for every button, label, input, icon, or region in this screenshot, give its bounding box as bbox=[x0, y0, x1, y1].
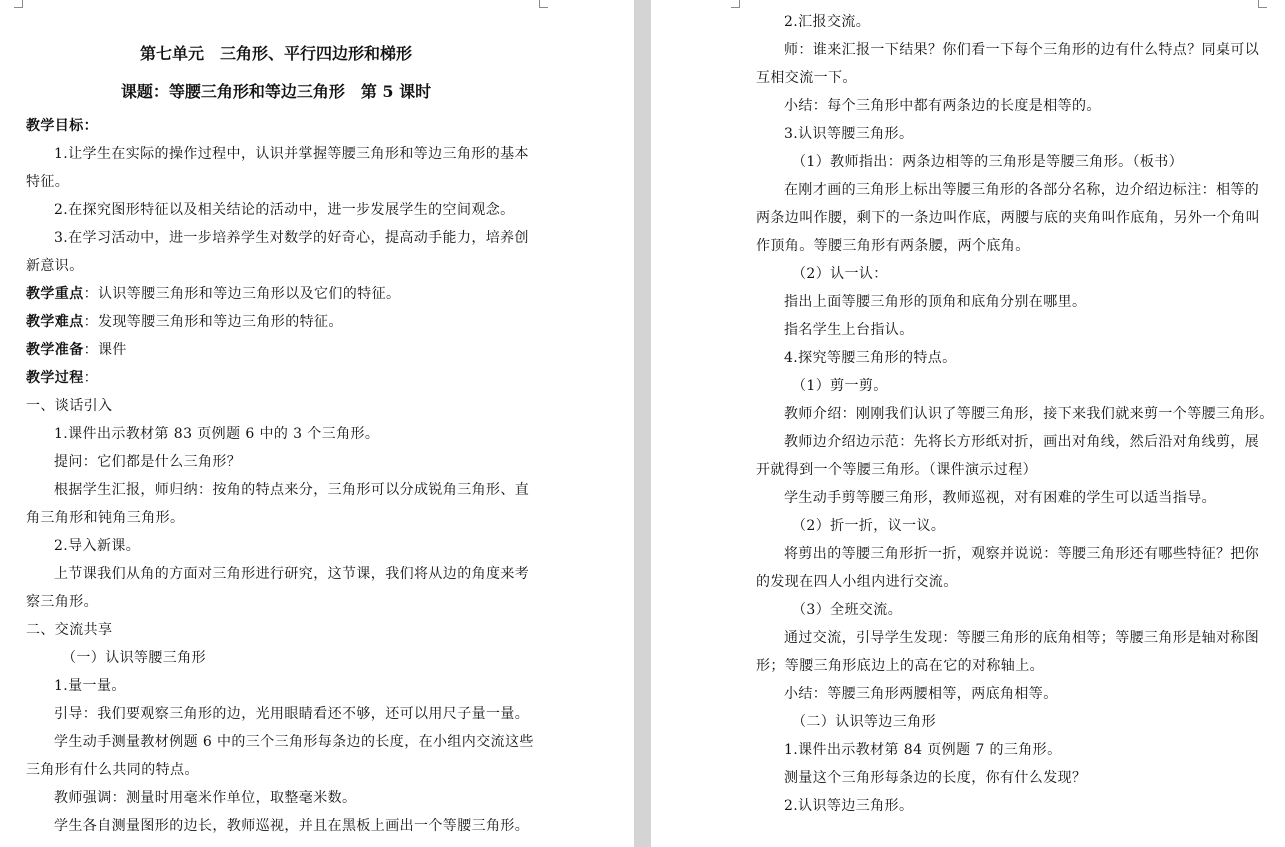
text-line bbox=[26, 280, 526, 308]
text-line bbox=[756, 64, 1256, 92]
line-text: 1.课件出示教材第 83 页例题 6 中的 3 个三角形。 bbox=[54, 426, 380, 442]
section-heading: 教学过程 bbox=[26, 370, 84, 386]
line-text: （二）认识等边三角形 bbox=[792, 714, 936, 730]
text-line bbox=[756, 596, 1256, 624]
line-text: 教师介绍：刚刚我们认识了等腰三角形，接下来我们就来剪一个等腰三角形。 bbox=[784, 406, 1274, 422]
line-text: 察三角形。 bbox=[26, 594, 98, 610]
text-line bbox=[756, 176, 1260, 204]
text-line bbox=[26, 756, 526, 784]
lesson-title: 课题：等腰三角形和等边三角形 第 5 课时 bbox=[120, 82, 432, 101]
page-corner-mark bbox=[1258, 0, 1267, 8]
line-text: （1）剪一剪。 bbox=[792, 378, 888, 394]
line-text: 1.课件出示教材第 84 页例题 7 的三角形。 bbox=[784, 742, 1062, 758]
text-line bbox=[756, 736, 1256, 764]
line-text: ：认识等腰三角形和等边三角形以及它们的特征。 bbox=[83, 286, 401, 302]
line-text: 指名学生上台指认。 bbox=[784, 322, 914, 338]
text-line bbox=[756, 512, 1256, 540]
text-line bbox=[26, 812, 530, 840]
text-line bbox=[756, 400, 1274, 428]
text-line bbox=[756, 792, 1256, 820]
line-text: 开就得到一个等腰三角形。（课件演示过程） bbox=[756, 462, 1037, 478]
section-heading: 教学准备 bbox=[26, 342, 84, 358]
line-text: 学生动手测量教材例题 6 中的三个三角形每条边的长度，在小组内交流这些 bbox=[54, 734, 534, 750]
line-text: ：课件 bbox=[83, 342, 127, 358]
text-line bbox=[756, 372, 1256, 400]
text-line bbox=[756, 484, 1256, 512]
line-text: 小结：等腰三角形两腰相等，两底角相等。 bbox=[784, 686, 1058, 702]
text-line bbox=[756, 8, 1256, 36]
page-corner-mark bbox=[14, 0, 23, 8]
line-text: 特征。 bbox=[26, 174, 70, 190]
text-line bbox=[756, 456, 1256, 484]
line-text: 2.在探究图形特征以及相关结论的活动中，进一步发展学生的空间观念。 bbox=[54, 202, 515, 218]
text-line bbox=[26, 168, 526, 196]
text-line bbox=[756, 204, 1260, 232]
line-text: 二、交流共享 bbox=[26, 622, 113, 638]
text-line bbox=[756, 316, 1256, 344]
line-text: 引导：我们要观察三角形的边，光用眼睛看还不够，还可以用尺子量一量。 bbox=[54, 706, 530, 722]
text-line bbox=[756, 680, 1256, 708]
line-text: （2）认一认： bbox=[792, 266, 888, 282]
line-text: 形；等腰三角形底边上的高在它的对称轴上。 bbox=[756, 658, 1044, 674]
text-line bbox=[756, 36, 1260, 64]
text-line bbox=[26, 784, 526, 812]
line-text: 教师强调：测量时用毫米作单位，取整毫米数。 bbox=[54, 790, 357, 806]
text-line bbox=[26, 448, 526, 476]
text-line bbox=[756, 288, 1256, 316]
line-text: 1.量一量。 bbox=[54, 678, 126, 694]
line-text: 一、谈话引入 bbox=[26, 398, 113, 414]
line-text: 在刚才画的三角形上标出等腰三角形的各部分名称，边介绍边标注：相等的 bbox=[784, 182, 1260, 198]
line-text: 3.认识等腰三角形。 bbox=[784, 126, 914, 142]
page-corner-mark bbox=[539, 0, 548, 8]
text-line bbox=[756, 148, 1256, 176]
section-heading: 教学目标： bbox=[26, 118, 98, 134]
text-line bbox=[756, 652, 1256, 680]
text-line bbox=[756, 708, 1256, 736]
text-line bbox=[26, 420, 526, 448]
text-line bbox=[26, 728, 534, 756]
right-body-text bbox=[756, 8, 1274, 820]
line-text: （1）教师指出：两条边相等的三角形是等腰三角形。（板书） bbox=[792, 154, 1184, 170]
line-text: 互相交流一下。 bbox=[756, 70, 857, 86]
line-text: 指出上面等腰三角形的顶角和底角分别在哪里。 bbox=[784, 294, 1087, 310]
line-text: 两条边叫作腰，剩下的一条边叫作底，两腰与底的夹角叫作底角，另外一个角叫 bbox=[756, 210, 1260, 226]
left-body-text bbox=[26, 112, 534, 840]
line-text: （3）全班交流。 bbox=[792, 602, 903, 618]
section-heading: 教学难点 bbox=[26, 314, 84, 330]
text-line bbox=[26, 196, 526, 224]
line-text: 学生动手剪等腰三角形，教师巡视，对有困难的学生可以适当指导。 bbox=[784, 490, 1216, 506]
text-line bbox=[756, 260, 1256, 288]
text-line bbox=[26, 224, 529, 252]
line-text: ：发现等腰三角形和等边三角形的特征。 bbox=[83, 314, 343, 330]
page-corner-mark bbox=[731, 0, 740, 8]
line-text: 上节课我们从角的方面对三角形进行研究，这节课，我们将从边的角度来考 bbox=[54, 566, 530, 582]
text-line bbox=[756, 344, 1256, 372]
text-line bbox=[756, 540, 1260, 568]
line-text: 教师边介绍边示范：先将长方形纸对折，画出对角线，然后沿对角线剪，展 bbox=[784, 434, 1260, 450]
line-text: 2.汇报交流。 bbox=[784, 14, 871, 30]
text-line bbox=[26, 252, 526, 280]
line-text: 三角形有什么共同的特点。 bbox=[26, 762, 199, 778]
line-text: 4.探究等腰三角形的特点。 bbox=[784, 350, 957, 366]
section-heading: 教学重点 bbox=[26, 286, 84, 302]
text-line bbox=[26, 392, 526, 420]
text-line bbox=[756, 764, 1256, 792]
document-page-right bbox=[651, 0, 1285, 847]
text-line bbox=[756, 120, 1256, 148]
line-text: ： bbox=[83, 370, 99, 386]
unit-title: 第七单元 三角形、平行四边形和梯形 bbox=[139, 44, 412, 63]
text-line bbox=[26, 560, 530, 588]
line-text: 2.认识等边三角形。 bbox=[784, 798, 914, 814]
text-line bbox=[26, 476, 530, 504]
text-line bbox=[756, 624, 1260, 652]
line-text: 根据学生汇报，师归纳：按角的特点来分，三角形可以分成锐角三角形、直 bbox=[54, 482, 530, 498]
line-text: 角三角形和钝角三角形。 bbox=[26, 510, 185, 526]
text-line bbox=[26, 672, 526, 700]
text-line bbox=[26, 644, 526, 672]
line-text: 学生各自测量图形的边长，教师巡视，并且在黑板上画出一个等腰三角形。 bbox=[54, 818, 530, 834]
text-line bbox=[26, 112, 526, 140]
line-text: 将剪出的等腰三角形折一折，观察并说说：等腰三角形还有哪些特征？把你 bbox=[784, 546, 1260, 562]
text-line bbox=[26, 588, 526, 616]
text-line bbox=[26, 364, 526, 392]
line-text: 师：谁来汇报一下结果？你们看一下每个三角形的边有什么特点？同桌可以 bbox=[784, 42, 1260, 58]
line-text: 2.导入新课。 bbox=[54, 538, 141, 554]
line-text: 的发现在四人小组内进行交流。 bbox=[756, 574, 958, 590]
text-line bbox=[26, 140, 529, 168]
line-text: 测量这个三角形每条边的长度，你有什么发现？ bbox=[784, 770, 1087, 786]
text-line bbox=[756, 92, 1256, 120]
line-text: （2）折一折，议一议。 bbox=[792, 518, 946, 534]
line-text: 小结：每个三角形中都有两条边的长度是相等的。 bbox=[784, 98, 1101, 114]
text-line bbox=[26, 504, 526, 532]
line-text: 作顶角。等腰三角形有两条腰，两个底角。 bbox=[756, 238, 1030, 254]
text-line bbox=[26, 532, 526, 560]
text-line bbox=[756, 568, 1256, 596]
text-line bbox=[26, 616, 526, 644]
line-text: 提问：它们都是什么三角形？ bbox=[54, 454, 242, 470]
line-text: 1.让学生在实际的操作过程中，认识并掌握等腰三角形和等边三角形的基本 bbox=[54, 146, 529, 162]
document-page-left bbox=[0, 0, 634, 847]
text-line bbox=[26, 336, 526, 364]
line-text: 3.在学习活动中，进一步培养学生对数学的好奇心，提高动手能力，培养创 bbox=[54, 230, 529, 246]
text-line bbox=[26, 700, 530, 728]
text-line bbox=[26, 308, 526, 336]
line-text: （一）认识等腰三角形 bbox=[62, 650, 206, 666]
text-line bbox=[756, 232, 1256, 260]
line-text: 新意识。 bbox=[26, 258, 84, 274]
text-line bbox=[756, 428, 1260, 456]
line-text: 通过交流，引导学生发现：等腰三角形的底角相等；等腰三角形是轴对称图 bbox=[784, 630, 1260, 646]
